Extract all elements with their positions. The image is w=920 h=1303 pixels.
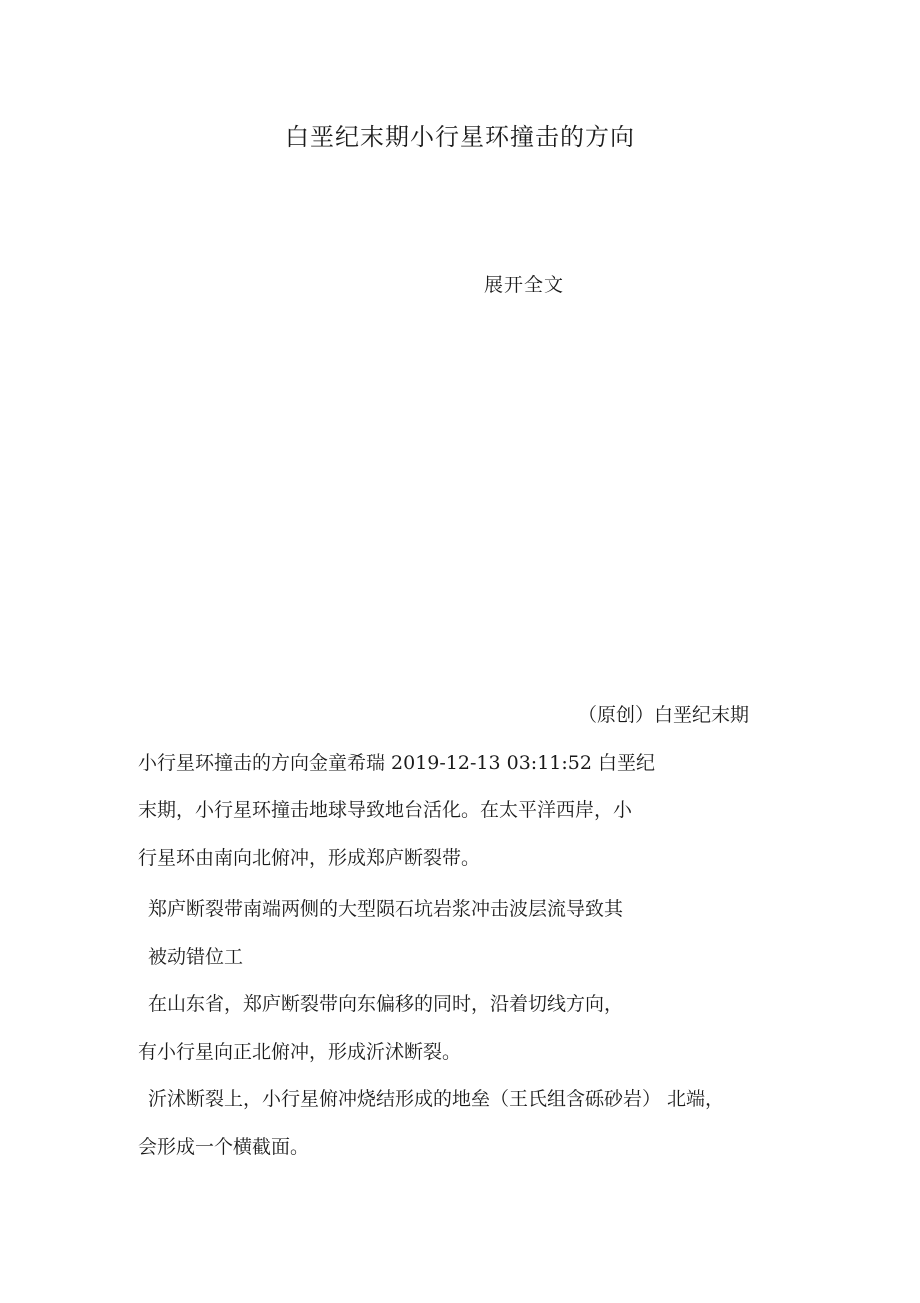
text-line-9: 沂沭断裂上，小行星俯冲烧结形成的地垒（王氏组含砾砂岩） 北端， [148,1088,725,1110]
text-line-2: 小行星环撞击的方向金童希瑞 2019-12-13 03:11:52 白垩纪 [138,752,655,774]
text-line-4: 行星环由南向北俯冲，形成郑庐断裂带。 [138,847,481,869]
text-line-3: 末期，小行星环撞击地球导致地台活化。在太平洋西岸，小 [138,799,633,821]
text-line-6: 被动错位工 [148,946,244,968]
text-line-8: 有小行星向正北俯冲，形成沂沭断裂。 [138,1041,462,1063]
document-title: 白垩纪末期小行星环撞击的方向 [285,123,635,151]
expand-full-text-link[interactable]: 展开全文 [484,274,565,296]
text-line-1: （原创）白垩纪末期 [578,704,750,726]
text-line-5: 郑庐断裂带南端两侧的大型陨石坑岩浆冲击波层流导致其 [148,898,624,920]
text-line-10: 会形成一个横截面。 [138,1136,310,1158]
text-line-7: 在山东省，郑庐断裂带向东偏移的同时，沿着切线方向， [148,993,624,1015]
